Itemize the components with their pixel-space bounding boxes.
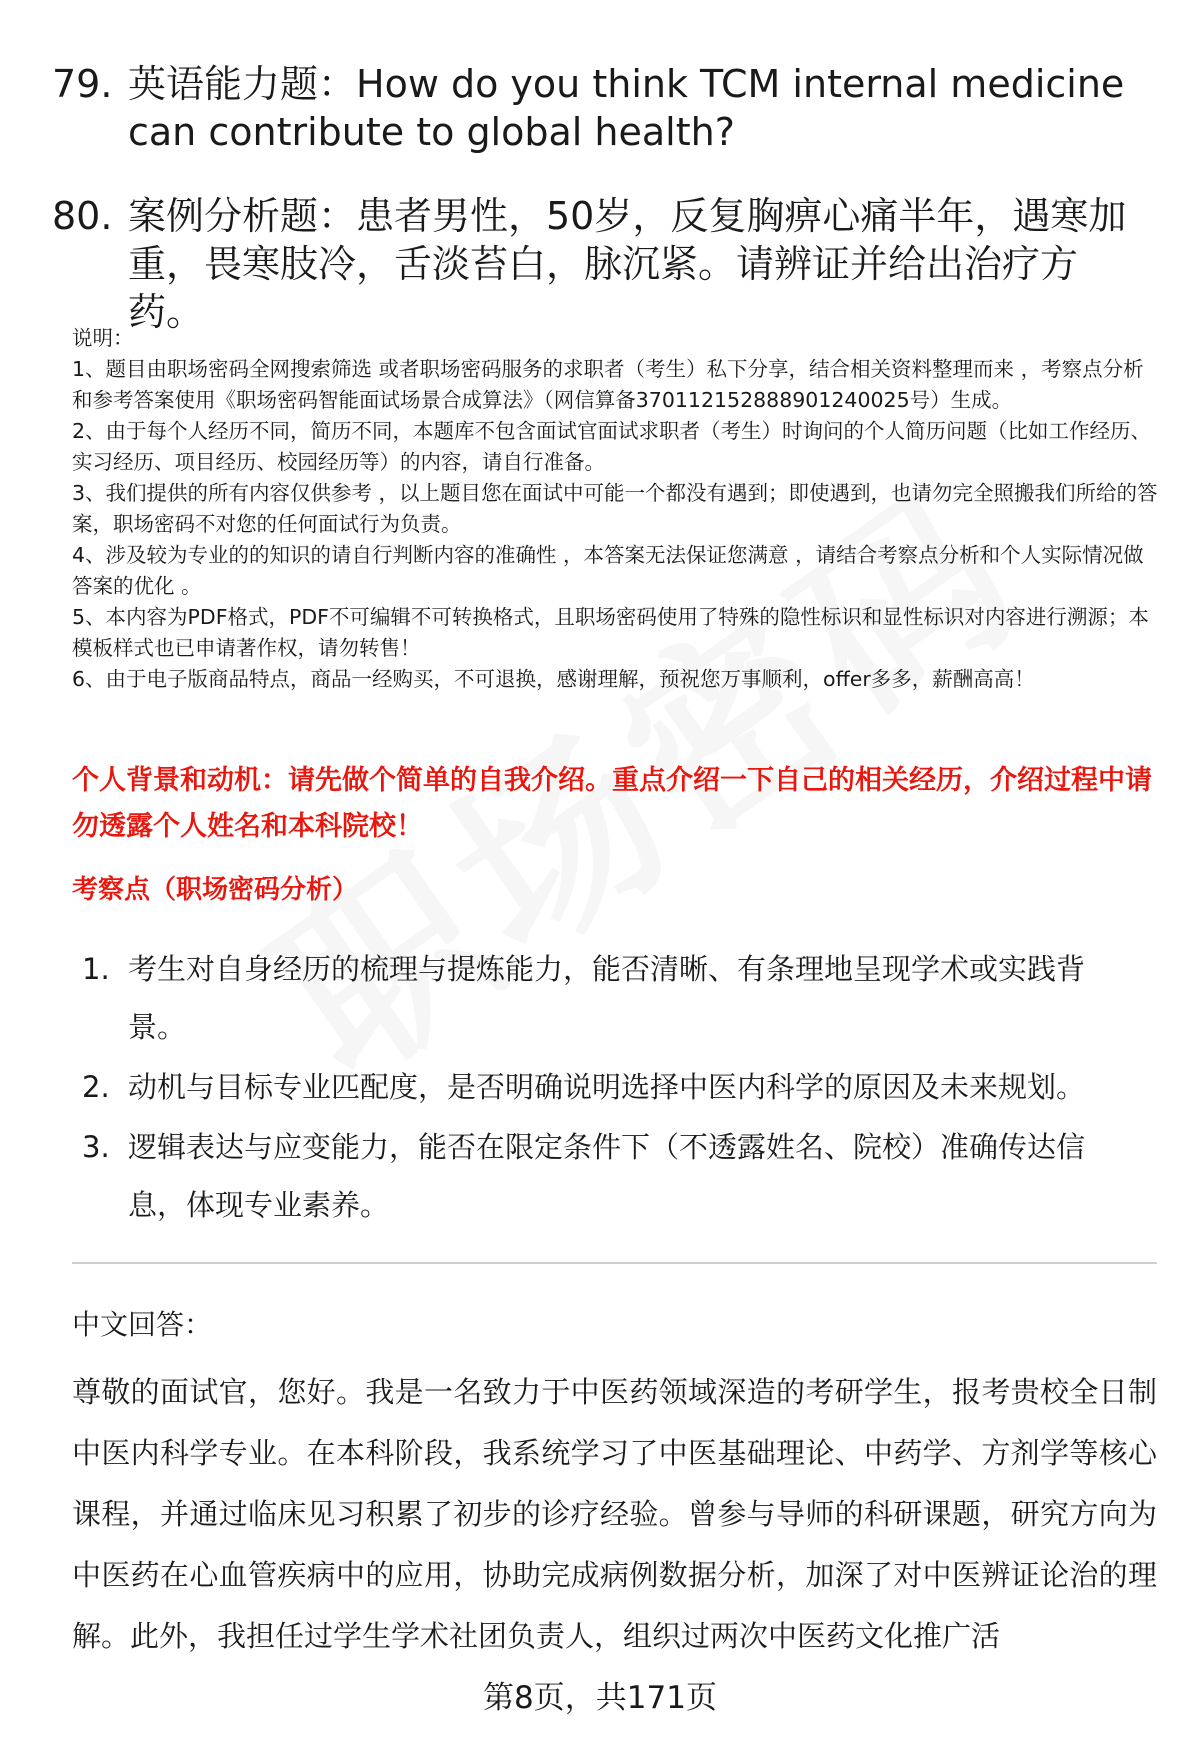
- question-79: [52, 60, 1152, 156]
- section-divider: [72, 1262, 1157, 1264]
- answer-label: 中文回答：: [72, 1308, 213, 1341]
- points-title: 考察点（职场密码分析）: [72, 875, 359, 905]
- point-text: 动机与目标专业匹配度，是否明确说明选择中医内科学的原因及未来规划。: [128, 1070, 1086, 1104]
- point-text: 考生对自身经历的梳理与提炼能力，能否清晰、有条理地呈现学术或实践背景。: [128, 952, 1086, 1044]
- point-number: 3.: [82, 1130, 110, 1164]
- point-item: [82, 940, 1122, 1056]
- answer-text: 尊敬的面试官，您好。我是一名致力于中医药领域深造的考研学生，报考贵校全日制中医内科学专业。在本科阶段，我系统学习了中医基础理论、中药学、方剂学等核心课程，并通过临床见习积累了初步的诊疗经验。曾参与导师的科研课题，研究方向为中医药在心血管疾病中的应用，协助完成病例数据分析，加深了对中医辨证论治的理解。此外，我担任过学生学术社团负责人，组织过两次中医药文化推广活: [72, 1375, 1157, 1653]
- interview-prompt: 个人背景和动机：请先做个简单的自我介绍。重点介绍一下自己的相关经历，介绍过程中请勿透露个人姓名和本科院校！: [72, 765, 1152, 842]
- notes-title: 说明：: [72, 326, 134, 350]
- question-text: 英语能力题：How do you think TCM internal medicine can contribute to global health?: [128, 62, 1125, 154]
- point-text: 逻辑表达与应变能力，能否在限定条件下（不透露姓名、院校）准确传达信息，体现专业素养。: [128, 1130, 1086, 1222]
- assessment-points: [82, 940, 1122, 1236]
- question-number: 79.: [52, 62, 113, 106]
- point-number: 2.: [82, 1070, 110, 1104]
- question-80: [52, 192, 1152, 336]
- note-item: 2、由于每个人经历不同，简历不同，本题库不包含面试官面试求职者（考生）时询问的个人简历问题（比如工作经历、实习经历、项目经历、校园经历等）的内容，请自行准备。: [72, 419, 1152, 474]
- note-item: 5、本内容为PDF格式，PDF不可编辑不可转换格式，且职场密码使用了特殊的隐性标识和显性标识对内容进行溯源；本模板样式也已申请著作权，请勿转售！: [72, 605, 1149, 660]
- note-item: 1、题目由职场密码全网搜索筛选 或者职场密码服务的求职者（考生）私下分享，结合相关资料整理而来 ，考察点分析和参考答案使用《职场密码智能面试场景合成算法》（网信算备370112152888901240025号）生成。: [72, 357, 1144, 412]
- note-item: 3、我们提供的所有内容仅供参考 ，以上题目您在面试中可能一个都没有遇到；即使遇到，也请勿完全照搬我们所给的答案，职场密码不对您的任何面试行为负责。: [72, 481, 1158, 536]
- point-number: 1.: [82, 952, 110, 986]
- point-item: [82, 1118, 1122, 1234]
- point-item: [82, 1058, 1122, 1116]
- note-item: 6、由于电子版商品特点，商品一经购买，不可退换，感谢理解，预祝您万事顺利，offer多多，薪酬高高！: [72, 667, 1035, 691]
- question-text: 案例分析题：患者男性，50岁，反复胸痹心痛半年，遇寒加重，畏寒肢冷，舌淡苔白，脉沉紧。请辨证并给出治疗方药。: [128, 194, 1127, 334]
- notes-section: [72, 323, 1162, 695]
- page-footer: 第8页，共171页: [483, 1680, 717, 1716]
- question-number: 80.: [52, 194, 113, 238]
- note-item: 4、涉及较为专业的的知识的请自行判断内容的准确性 ，本答案无法保证您满意 ，请结合考察点分析和个人实际情况做答案的优化 。: [72, 543, 1144, 598]
